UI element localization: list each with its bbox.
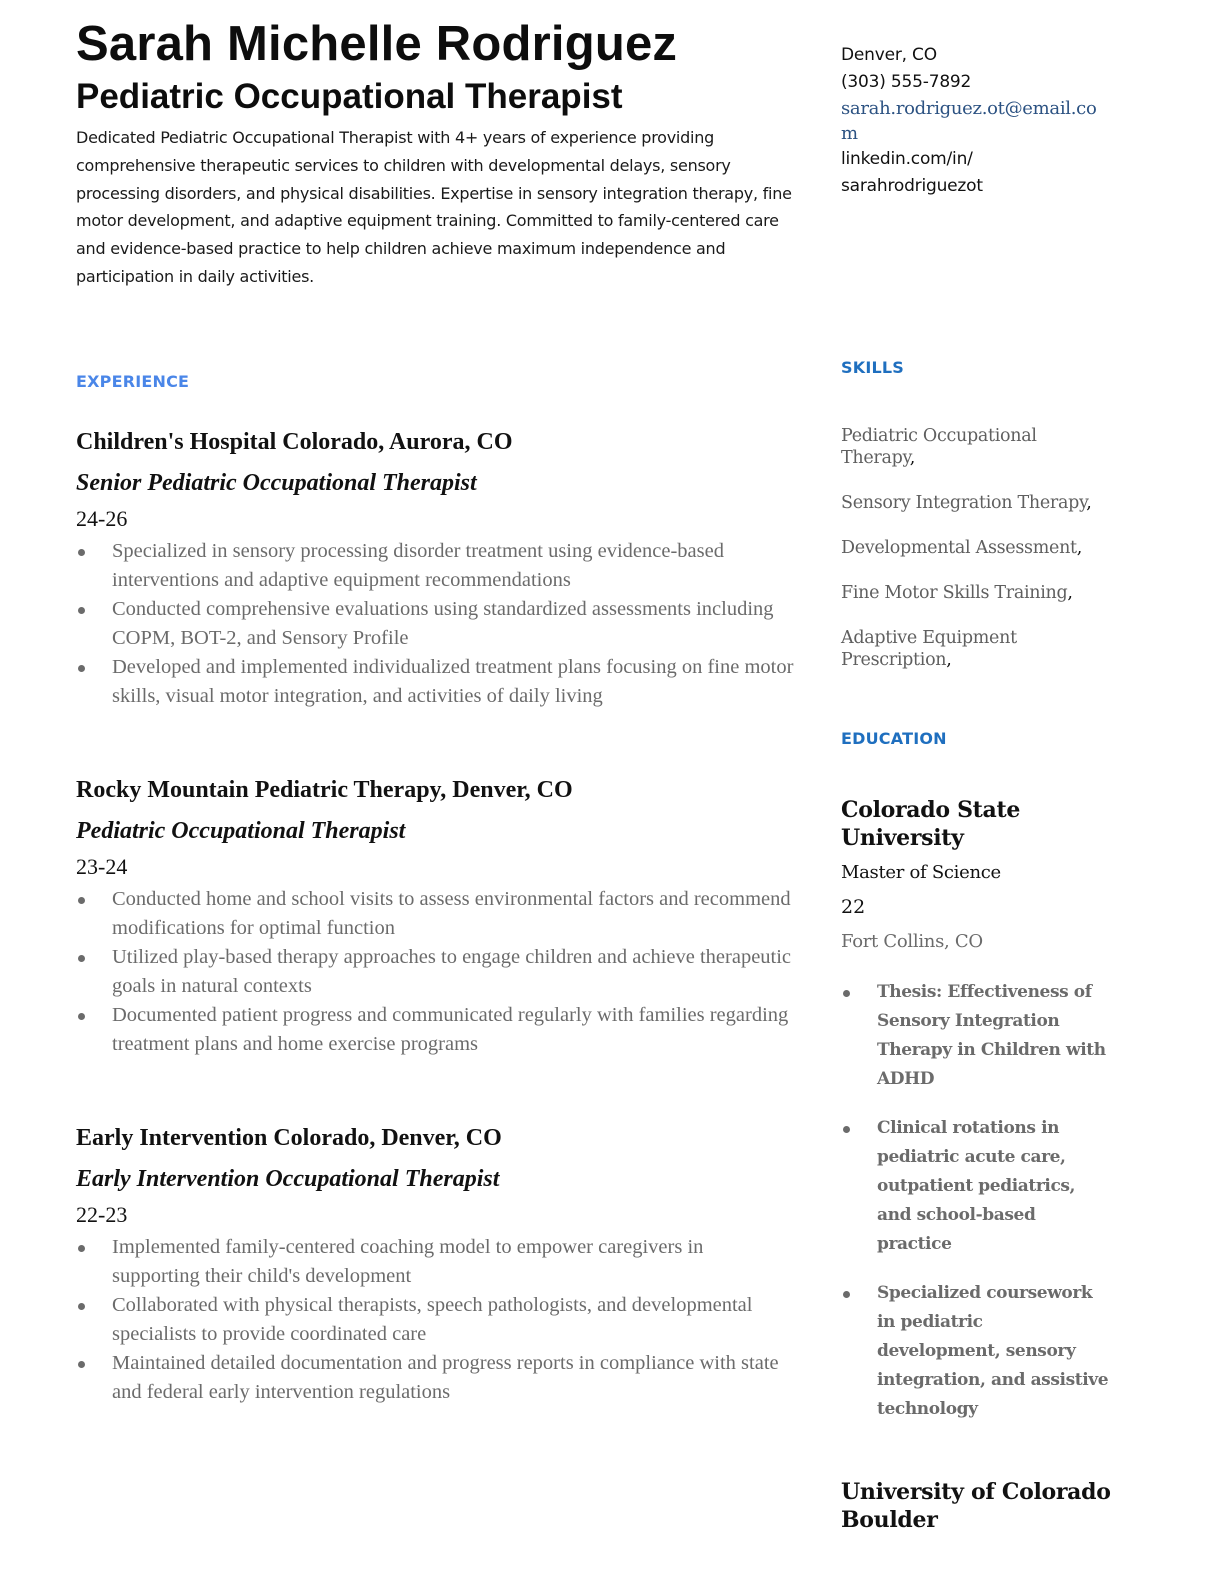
job-bullet bbox=[76, 943, 796, 1001]
bullet-icon bbox=[78, 1361, 85, 1368]
bullet-text: Collaborated with physical therapists, speech pathologists, and developmental specialists to provide coordinated care bbox=[112, 1294, 753, 1345]
job-bullet bbox=[76, 1233, 796, 1291]
bullet-icon bbox=[78, 665, 85, 672]
contact-phone[interactable]: (303) 555-7892 bbox=[841, 72, 972, 92]
education-entry bbox=[841, 1478, 1111, 1534]
skill-text: Pediatric Occupational Therapy bbox=[841, 426, 1037, 468]
bullet-text: Clinical rotations in pediatric acute care, outpatient pediatrics, and school-based practice bbox=[877, 1118, 1076, 1254]
skill-separator: , bbox=[909, 448, 916, 468]
contact-email-link[interactable]: sarah.rodriguez.ot@email.com bbox=[841, 98, 1097, 144]
bullet-text: Conducted comprehensive evaluations using standardized assessments including COPM, BOT-2, and Sensory Profile bbox=[112, 598, 774, 649]
skill-item bbox=[841, 627, 1111, 671]
job-dates: 24-26 bbox=[76, 506, 128, 531]
job-entry bbox=[76, 1123, 796, 1407]
sidebar-sections bbox=[841, 0, 1111, 1584]
bullet-text: Thesis: Effectiveness of Sensory Integration Therapy in Children with ADHD bbox=[877, 982, 1106, 1089]
school-name: University of Colorado Boulder bbox=[841, 1479, 1111, 1533]
bullet-text: Specialized in sensory processing disorder treatment using evidence-based interventions and adaptive equipment recommendations bbox=[112, 540, 724, 591]
job-bullet bbox=[76, 537, 796, 595]
skill-text: Adaptive Equipment Prescription bbox=[841, 628, 1017, 670]
bullet-icon bbox=[843, 1291, 850, 1298]
job-bullets bbox=[76, 885, 796, 1059]
skill-text: Fine Motor Skills Training bbox=[841, 583, 1068, 603]
bullet-icon bbox=[78, 607, 85, 614]
job-bullets bbox=[76, 537, 796, 711]
education-bullets bbox=[841, 978, 1111, 1424]
school-location: Fort Collins, CO bbox=[841, 931, 983, 952]
bullet-icon bbox=[78, 955, 85, 962]
skill-item bbox=[841, 425, 1111, 469]
bullet-icon bbox=[843, 1126, 850, 1133]
job-role: Senior Pediatric Occupational Therapist bbox=[76, 470, 477, 496]
job-dates: 23-24 bbox=[76, 854, 128, 879]
bullet-icon bbox=[78, 897, 85, 904]
contact-location: Denver, CO bbox=[841, 45, 937, 65]
bullet-text: Documented patient progress and communicated regularly with families regarding treatment plans and home exercise programs bbox=[112, 1004, 789, 1055]
bullet-icon bbox=[78, 1013, 85, 1020]
bullet-icon bbox=[843, 990, 850, 997]
bullet-text: Utilized play-based therapy approaches to engage children and achieve therapeutic goals in natural contexts bbox=[112, 946, 792, 997]
job-role: Pediatric Occupational Therapist bbox=[76, 818, 406, 844]
school-name: Colorado State University bbox=[841, 797, 1021, 851]
bullet-text: Conducted home and school visits to assess environmental factors and recommend modifications for optimal function bbox=[112, 888, 791, 939]
skill-item bbox=[841, 537, 1111, 559]
education-entry bbox=[841, 796, 1111, 1444]
job-bullets bbox=[76, 1233, 796, 1407]
skills-heading: SKILLS bbox=[841, 358, 904, 377]
experience-heading: EXPERIENCE bbox=[76, 372, 190, 391]
professional-summary: Dedicated Pediatric Occupational Therapist with 4+ years of experience providing comprehensive therapeutic services to children with developmental delays, sensory processing disorders, and physical disabilities. Expertise in sensory integration therapy, fine motor development, and adaptive equipment training. Committed to family-centered care and evidence-based practice to help children achieve maximum independence and participation in daily activities. bbox=[76, 128, 792, 286]
job-bullet bbox=[76, 885, 796, 943]
job-company: Rocky Mountain Pediatric Therapy, Denver, CO bbox=[76, 777, 573, 803]
skill-text: Sensory Integration Therapy bbox=[841, 493, 1087, 513]
bullet-icon bbox=[78, 1303, 85, 1310]
bullet-text: Maintained detailed documentation and progress reports in compliance with state and federal early intervention regulations bbox=[112, 1352, 779, 1403]
bullet-text: Developed and implemented individualized treatment plans focusing on fine motor skills, visual motor integration, and activities of daily living bbox=[112, 656, 794, 707]
job-bullet bbox=[76, 1001, 796, 1059]
skill-separator: , bbox=[1067, 583, 1073, 603]
linkedin-line-1: linkedin.com/in/ bbox=[841, 149, 973, 169]
job-company: Children's Hospital Colorado, Aurora, CO bbox=[76, 429, 513, 455]
skill-separator: , bbox=[1076, 538, 1083, 558]
education-heading: EDUCATION bbox=[841, 729, 947, 748]
education-bullet bbox=[841, 1114, 1111, 1259]
bullet-icon bbox=[78, 549, 85, 556]
linkedin-line-2: sarahrodriguezot bbox=[841, 176, 983, 196]
job-bullet bbox=[76, 595, 796, 653]
skill-separator: , bbox=[946, 650, 952, 670]
education-bullet bbox=[841, 1279, 1111, 1424]
job-dates: 22-23 bbox=[76, 1202, 128, 1227]
bullet-text: Specialized coursework in pediatric development, sensory integration, and assistive technology bbox=[877, 1283, 1109, 1419]
bullet-text: Implemented family-centered coaching model to empower caregivers in supporting their child's development bbox=[112, 1236, 704, 1287]
job-bullet bbox=[76, 653, 796, 711]
job-company: Early Intervention Colorado, Denver, CO bbox=[76, 1125, 502, 1151]
candidate-title: Pediatric Occupational Therapist bbox=[76, 77, 623, 116]
education-bullet bbox=[841, 978, 1111, 1094]
main-column bbox=[76, 14, 796, 1403]
job-role: Early Intervention Occupational Therapist bbox=[76, 1166, 500, 1192]
job-entry bbox=[76, 775, 796, 1059]
skill-text: Developmental Assessment bbox=[841, 538, 1077, 558]
job-entry bbox=[76, 427, 796, 711]
graduation-year: 22 bbox=[841, 896, 866, 918]
skill-item bbox=[841, 582, 1111, 604]
bullet-icon bbox=[78, 1245, 85, 1252]
job-bullet bbox=[76, 1349, 796, 1407]
skill-separator: , bbox=[1086, 493, 1092, 513]
job-bullet bbox=[76, 1291, 796, 1349]
degree: Master of Science bbox=[841, 862, 1001, 883]
skill-item bbox=[841, 492, 1111, 514]
skills-list bbox=[841, 425, 1111, 694]
candidate-name: Sarah Michelle Rodriguez bbox=[76, 17, 678, 71]
